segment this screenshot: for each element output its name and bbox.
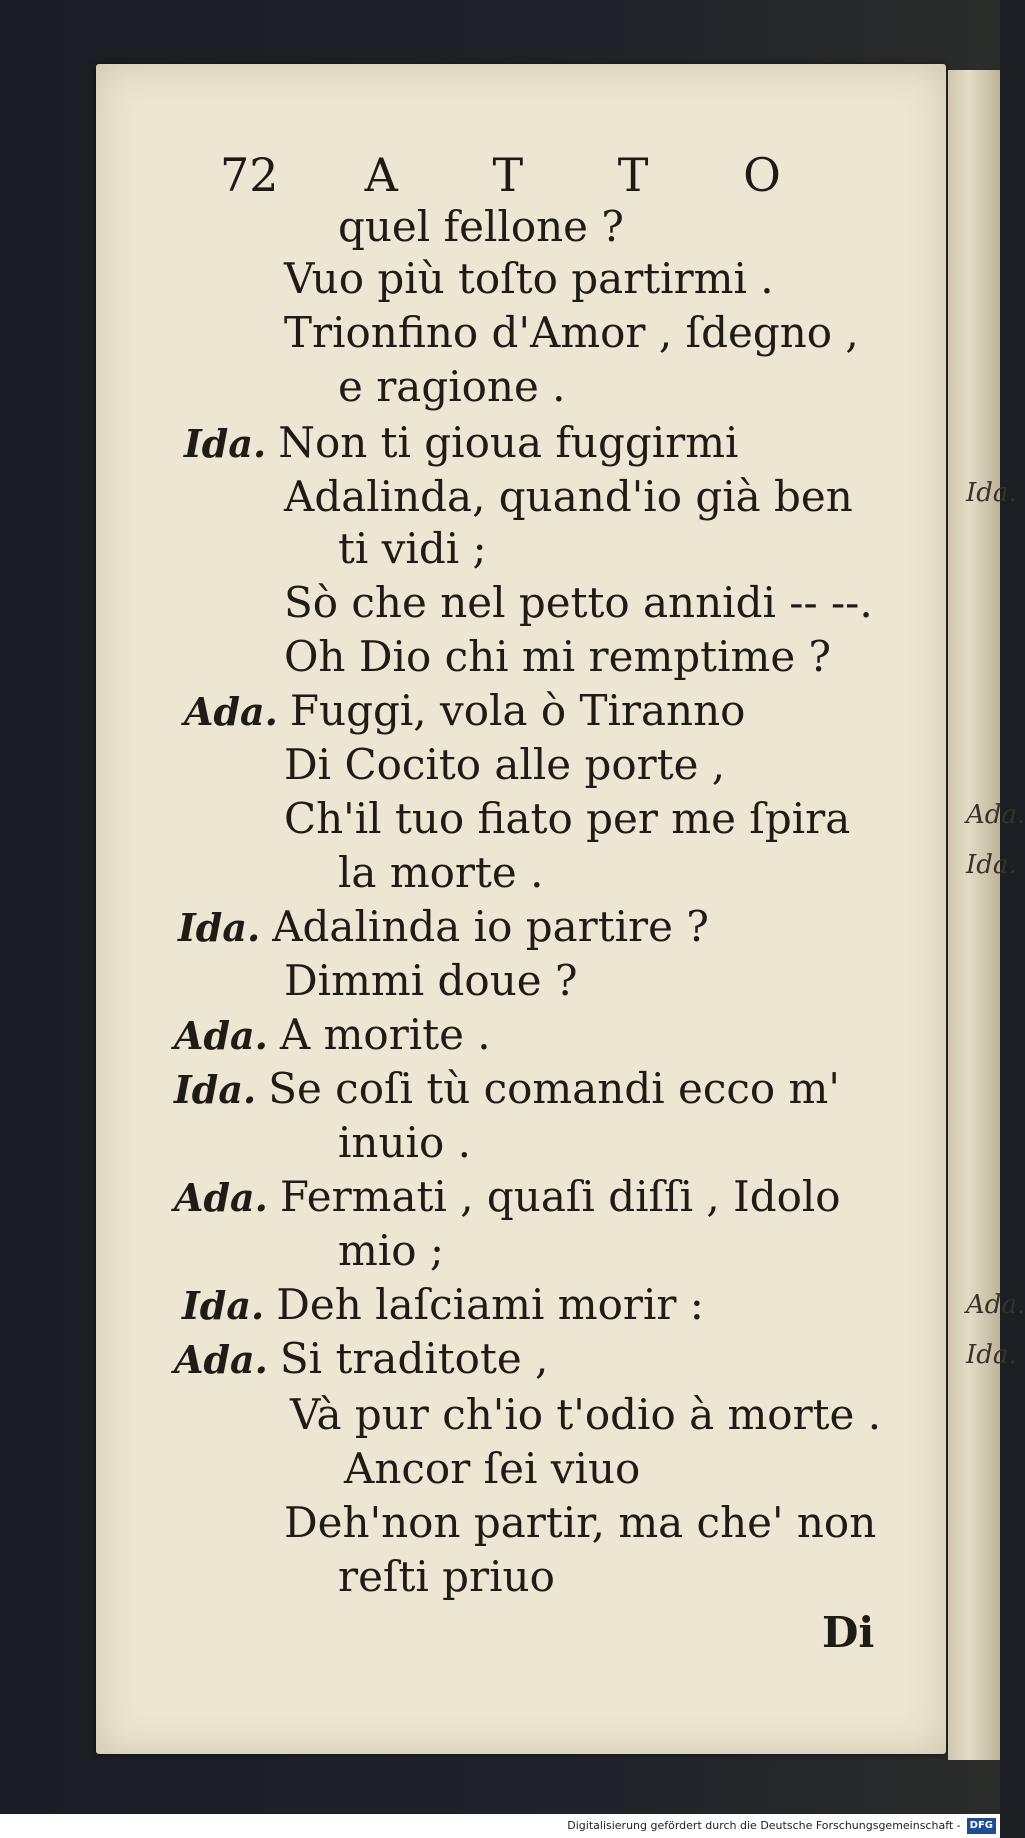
- facing-page-mark: Ida.: [966, 478, 1017, 508]
- facing-page-mark: Ada.: [966, 1290, 1025, 1320]
- facing-page-edge: [948, 70, 1000, 1760]
- line-text: Si traditote ,: [279, 1334, 549, 1383]
- facing-page-mark: Ida.: [966, 1340, 1017, 1370]
- verse-line: [338, 848, 544, 897]
- speaker-label: Ida.: [174, 1067, 257, 1112]
- line-text: mio ;: [338, 1226, 445, 1275]
- speaker-label: Ida.: [182, 1283, 265, 1328]
- page-number: 72: [220, 148, 279, 202]
- line-text: Sò che nel petto annidi -- --.: [284, 578, 873, 627]
- line-text: reſti priuo: [338, 1552, 555, 1601]
- line-text: Fermati , quaſi diſſi , Idolo: [279, 1172, 841, 1221]
- line-text: quel fellone ?: [338, 202, 624, 251]
- facing-page-mark: Ida.: [966, 850, 1017, 880]
- speaker-label: Ada.: [174, 1013, 268, 1058]
- dfg-logo: DFG: [967, 1818, 996, 1834]
- speaker-label: Ida.: [178, 905, 261, 950]
- verse-line: [174, 1334, 549, 1383]
- verse-line: [338, 362, 566, 411]
- line-text: A morite .: [279, 1010, 491, 1059]
- verse-line: [174, 1172, 841, 1221]
- line-text: Trionfino d'Amor , ſdegno ,: [284, 308, 859, 357]
- verse-line: [182, 1280, 704, 1329]
- line-text: Fuggi, vola ò Tiranno: [289, 686, 746, 735]
- line-text: Deh'non partir, ma che' non: [284, 1498, 877, 1547]
- line-text: Vuo più toſto partirmi .: [284, 254, 774, 303]
- footer-bar: [0, 1814, 1000, 1838]
- line-text: Deh laſciami morir :: [276, 1280, 704, 1329]
- verse-line: [184, 686, 746, 735]
- line-text: Adalinda io partire ?: [272, 902, 709, 951]
- line-text: Ch'il tuo fiato per me ſpira: [284, 794, 851, 843]
- verse-line: [338, 524, 487, 573]
- verse-line: [338, 202, 624, 251]
- verse-line: [284, 1498, 877, 1547]
- verse-line: [284, 578, 873, 627]
- verse-line: [184, 418, 739, 467]
- speaker-label: Ida.: [184, 421, 267, 466]
- verse-line: [344, 1444, 641, 1493]
- verse-line: [290, 1390, 882, 1439]
- line-text: Di Cocito alle porte ,: [284, 740, 726, 789]
- speaker-label: Ada.: [184, 689, 278, 734]
- verse-line: [174, 1064, 840, 1113]
- verse-line: [284, 794, 851, 843]
- line-text: Non ti gioua fuggirmi: [278, 418, 739, 467]
- verse-line: [338, 1552, 555, 1601]
- line-text: Se coſi tù comandi ecco m': [268, 1064, 840, 1113]
- verse-line: [284, 472, 853, 521]
- facing-page-mark: Ada.: [966, 800, 1025, 830]
- line-text: Dimmi doue ?: [284, 956, 578, 1005]
- verse-line: [338, 1226, 445, 1275]
- line-text: Và pur ch'io t'odio à morte .: [290, 1390, 882, 1439]
- speaker-label: Ada.: [174, 1175, 268, 1220]
- line-text: e ragione .: [338, 362, 566, 411]
- verse-line: [284, 632, 832, 681]
- running-header: [220, 148, 821, 202]
- verse-line: [284, 740, 726, 789]
- speaker-label: Ada.: [174, 1337, 268, 1382]
- line-text: Ancor ſei viuo: [344, 1444, 641, 1493]
- verse-line: [338, 1118, 471, 1167]
- line-text: Adalinda, quand'io già ben: [284, 472, 853, 521]
- verse-line: [178, 902, 709, 951]
- line-text: inuio .: [338, 1118, 471, 1167]
- verse-line: [284, 308, 859, 357]
- footer-text: Digitalisierung gefördert durch die Deutsche Forschungsgemeinschaft -: [567, 1819, 961, 1832]
- running-title: A T T O: [364, 148, 821, 202]
- verse-line: [284, 956, 578, 1005]
- catchword: Di: [822, 1608, 875, 1657]
- verse-line: [284, 254, 774, 303]
- line-text: ti vidi ;: [338, 524, 487, 573]
- verse-line: [174, 1010, 491, 1059]
- line-text: la morte .: [338, 848, 544, 897]
- line-text: Oh Dio chi mi remptime ?: [284, 632, 832, 681]
